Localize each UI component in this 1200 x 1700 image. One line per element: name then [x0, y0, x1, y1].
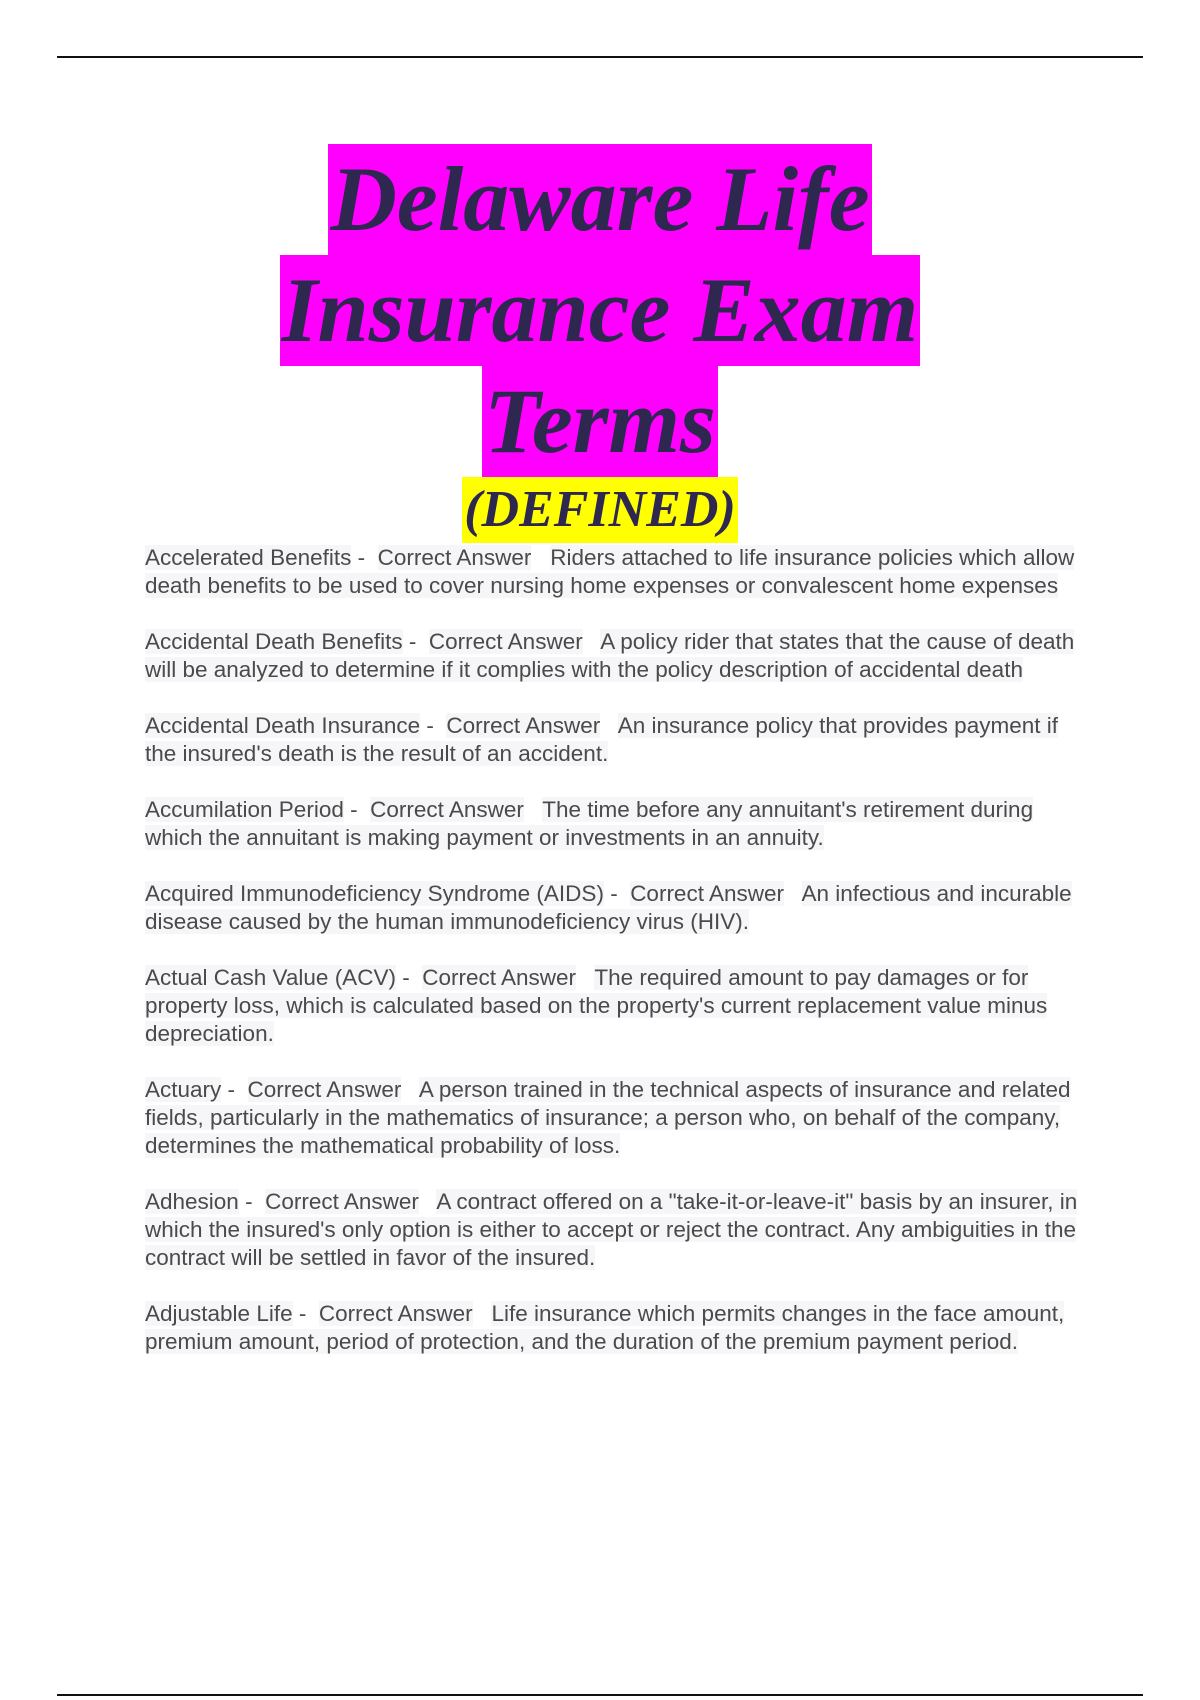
correct-answer-label: Correct Answer — [377, 545, 532, 570]
term-definition: A contract offered on a "take-it-or-leave-it" basis by an insurer, in which the insured's only option is either to accept or reject the contract. Any ambiguities in the contract will be settled in favor of the insured. — [145, 1189, 1078, 1270]
term-separator: - — [603, 881, 631, 906]
term-definition: The required amount to pay damages or for property loss, which is calculated based on the property's current replacement value minus depreciation. — [145, 965, 1048, 1046]
title-line-3: Terms — [482, 366, 718, 477]
term-separator: - — [292, 1301, 319, 1326]
correct-answer-label: Correct Answer — [630, 881, 784, 906]
term-entry — [145, 964, 1095, 1048]
bottom-rule — [57, 1694, 1143, 1696]
answer-separator — [401, 1077, 419, 1102]
correct-answer-label: Correct Answer — [318, 1301, 473, 1326]
answer-separator — [524, 797, 542, 822]
title-line-2: Insurance Exam — [280, 255, 921, 366]
answer-separator — [600, 713, 618, 738]
term-definition: An infectious and incurable disease caused by the human immunodeficiency virus (HIV). — [145, 881, 1072, 934]
term-definition: Life insurance which permits changes in the face amount, premium amount, period of protection, and the duration of the premium payment period. — [145, 1301, 1065, 1354]
term-definition: The time before any annuitant's retirement during which the annuitant is making payment or investments in an annuity. — [145, 797, 1034, 850]
term-name: Acquired Immunodeficiency Syndrome (AIDS) — [145, 881, 604, 906]
term-name: Adhesion — [145, 1189, 239, 1214]
answer-separator — [583, 629, 601, 654]
term-separator: - — [351, 545, 378, 570]
correct-answer-label: Correct Answer — [265, 1189, 419, 1214]
correct-answer-label: Correct Answer — [247, 1077, 402, 1102]
term-name: Adjustable Life — [145, 1301, 293, 1326]
term-entry — [145, 796, 1095, 852]
term-entry — [145, 544, 1095, 600]
correct-answer-label: Correct Answer — [428, 629, 583, 654]
term-entry — [145, 628, 1095, 684]
title-line-1: Delaware Life — [328, 144, 871, 255]
term-name: Actual Cash Value (ACV) — [145, 965, 396, 990]
term-entry — [145, 1300, 1095, 1356]
term-separator: - — [395, 965, 423, 990]
term-entry — [145, 880, 1095, 936]
term-name: Accidental Death Benefits — [145, 629, 403, 654]
term-name: Actuary — [145, 1077, 222, 1102]
term-separator: - — [221, 1077, 248, 1102]
correct-answer-label: Correct Answer — [422, 965, 577, 990]
term-entry — [145, 712, 1095, 768]
term-separator: - — [402, 629, 429, 654]
term-definition: Riders attached to life insurance policies which allow death benefits to be used to cover nursing home expenses or convalescent home expenses — [145, 545, 1075, 598]
term-separator: - — [238, 1189, 266, 1214]
term-definition: A policy rider that states that the cause of death will be analyzed to determine if it complies with the policy description of accidental death — [145, 629, 1075, 682]
correct-answer-label: Correct Answer — [446, 713, 601, 738]
term-definition: An insurance policy that provides payment if the insured's death is the result of an accident. — [145, 713, 1058, 766]
terms-list — [145, 544, 1095, 1384]
document-subtitle: (DEFINED) — [462, 477, 738, 543]
document-title — [0, 144, 1200, 543]
term-entry — [145, 1076, 1095, 1160]
answer-separator — [419, 1189, 437, 1214]
correct-answer-label: Correct Answer — [370, 797, 524, 822]
term-separator: - — [420, 713, 447, 738]
term-separator: - — [343, 797, 371, 822]
term-name: Accidental Death Insurance — [145, 713, 421, 738]
answer-separator — [531, 545, 550, 570]
term-name: Accumilation Period — [145, 797, 344, 822]
top-rule — [57, 56, 1143, 58]
term-entry — [145, 1188, 1095, 1272]
term-definition: A person trained in the technical aspects of insurance and related fields, particularly in the mathematics of insurance; a person who, on behalf of the company, determines the mathematical probability of loss. — [145, 1077, 1071, 1158]
answer-separator — [576, 965, 594, 990]
answer-separator — [784, 881, 802, 906]
answer-separator — [473, 1301, 492, 1326]
term-name: Accelerated Benefits — [145, 545, 352, 570]
